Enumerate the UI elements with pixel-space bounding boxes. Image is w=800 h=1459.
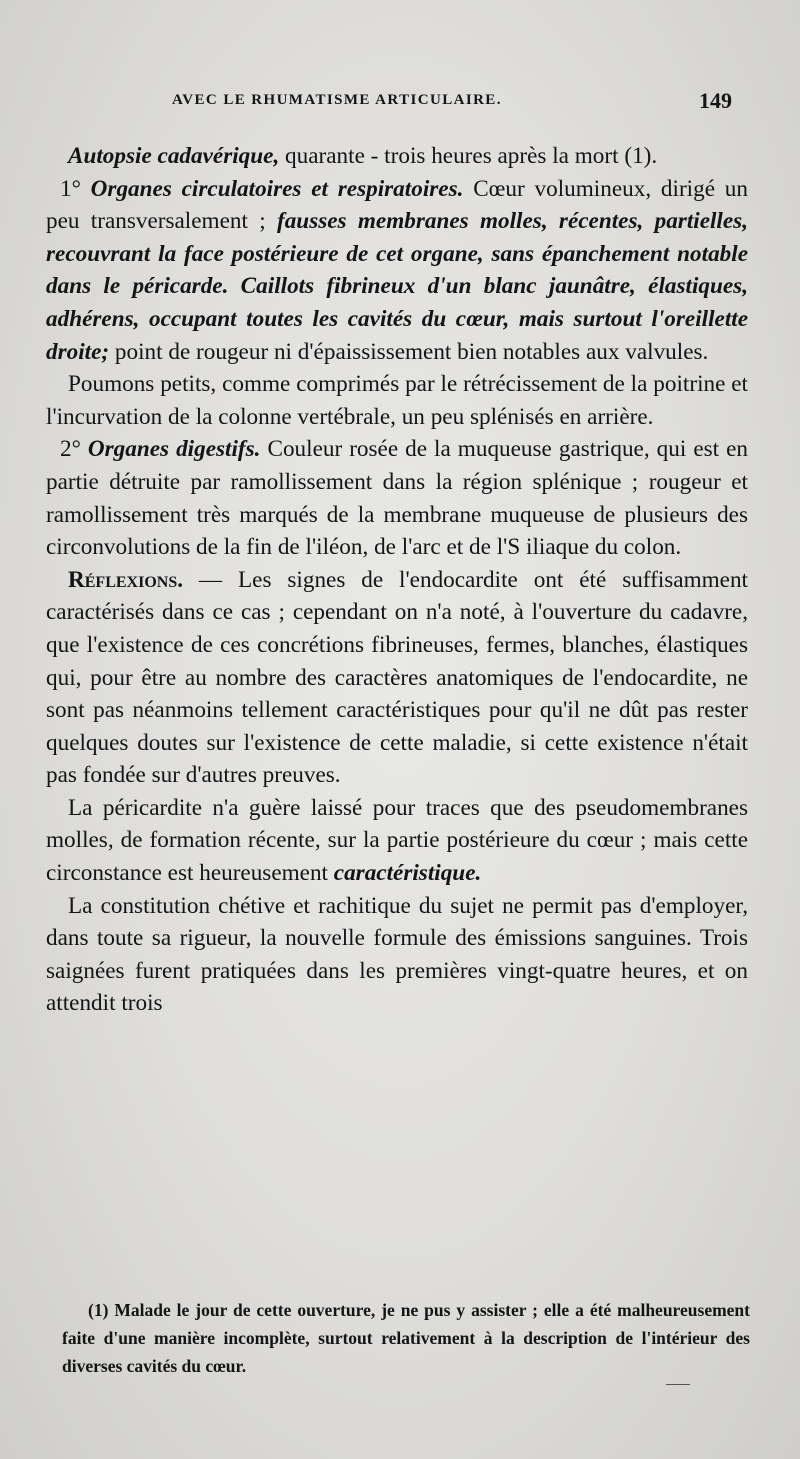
text-run: La péricardite n'a guère laissé pour traces que des pseudomembranes molles, de formation récente, sur la partie postérieure du cœur ; mais cette circonstance est heureusement: [46, 794, 748, 887]
footnote: [62, 1296, 750, 1380]
italic-phrase: Autopsie cadavérique,: [68, 143, 280, 169]
small-caps-heading: Réflexions.: [68, 566, 184, 593]
paragraph-organes-digestifs: [46, 433, 748, 563]
italic-word: caractéristique.: [333, 860, 482, 887]
paragraph-reflexions: [46, 564, 748, 792]
italic-heading: Organes digestifs.: [87, 436, 261, 463]
text-run: Cœur volumineux, dirigé un peu transversalement ;: [46, 175, 748, 235]
paragraph-constitution: La constitution chétive et rachitique du sujet ne permit pas d'employer, dans toute sa rigueur, la nouvelle formule des émissions sanguines. Trois saignées furent pratiquées dans les premières vingt-quatre heures, et on attendit trois: [46, 892, 748, 1017]
text-run: quarante - trois heures après la mort (1).: [279, 143, 658, 169]
running-head: AVEC LE RHUMATISME ARTICULAIRE.: [172, 92, 502, 108]
body-text: [46, 140, 748, 1020]
italic-passage: fausses membranes molles, récentes, partielles, recouvrant la face postérieure de cet organe, sans épanchement notable dans le péricarde. Caillots fibrineux d'un blanc jaunâtre, élastiques, adhérens, occupant toutes les cavités du cœur, mais surtout l'oreillette droite;: [46, 208, 748, 365]
text-run: point de rougeur ni d'épaississement bien notables aux valvules.: [109, 338, 709, 365]
page-number: 149: [699, 88, 732, 113]
section-number: 1°: [60, 175, 91, 202]
italic-heading: Organes circulatoires et respiratoires.: [90, 175, 464, 202]
text-run: — Les signes de l'endocardite ont été suffisamment caractérisés dans ce cas ; cependant on n'a noté, à l'ouverture du cadavre, que l'existence de ces concrétions fibrineuses, fermes, blanches, élastiques qui, pour être au nombre des caractères anatomiques de l'endocardite, ne sont pas néanmoins tellement caractéristiques pour qu'il ne dût pas rester quelques doutes sur l'existence de cette maladie, si cette existence n'était pas fondée sur d'autres preuves.: [46, 566, 748, 789]
text-run: Couleur rosée de la muqueuse gastrique, qui est en partie détruite par ramollissement dans la région splénique ; rougeur et ramollissement très marqués de la membrane muqueuse de plusieurs des circonvolutions de la fin de l'iléon, de l'arc et de l'S iliaque du colon.: [46, 436, 748, 561]
paragraph-organes-circulatoires: [46, 173, 748, 369]
section-number: 2°: [60, 436, 88, 463]
page-header: [172, 88, 732, 122]
paragraph-poumons: Poumons petits, comme comprimés par le rétrécissement de la poitrine et l'incurvation de la colonne vertébrale, un peu splénisés en arrière.: [46, 371, 748, 430]
paragraph-autopsie: [46, 140, 748, 173]
footnote-end-rule: [666, 1384, 690, 1385]
paragraph-pericardite: [46, 792, 748, 890]
footnote-text: (1) Malade le jour de cette ouverture, je ne pus y assister ; elle a été malheureusement faite d'une manière incomplète, surtout relativement à la description de l'intérieur des diverses cavités du cœur.: [62, 1300, 750, 1376]
